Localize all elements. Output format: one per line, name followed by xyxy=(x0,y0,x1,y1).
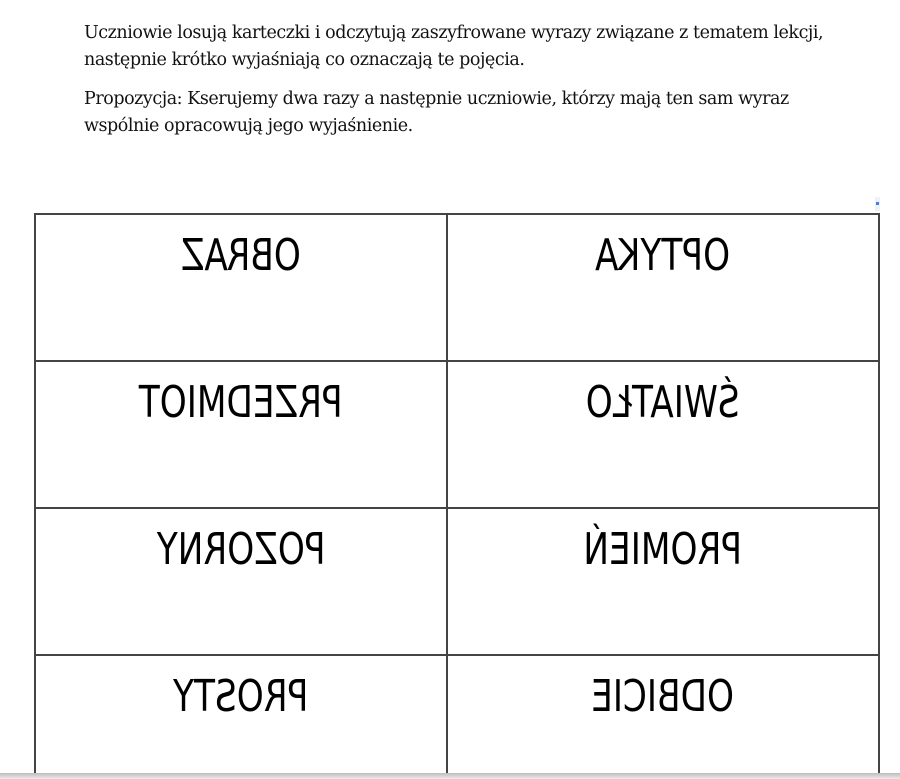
table-row xyxy=(35,361,879,508)
instructions xyxy=(84,20,864,152)
card-cell xyxy=(35,508,447,655)
table-row xyxy=(35,508,879,655)
card-cell xyxy=(447,508,879,655)
mirrored-word: POZORNY xyxy=(156,524,326,575)
card-cell xyxy=(35,361,447,508)
card-cell xyxy=(447,361,879,508)
mirrored-word: OBRAZ xyxy=(180,230,301,281)
mirrored-word: PRZEDMIOT xyxy=(139,377,343,428)
mirrored-word: OPTYKA xyxy=(595,230,731,281)
mirrored-word: PROSTY xyxy=(173,671,309,722)
word-cards-table xyxy=(34,213,880,774)
mirrored-word: ŚWIATŁO xyxy=(586,377,740,428)
card-cell xyxy=(35,655,447,774)
table-row xyxy=(35,655,879,774)
card-cell xyxy=(447,214,879,361)
mirrored-word: ODBICIE xyxy=(591,671,735,722)
card-cell xyxy=(35,214,447,361)
table-move-handle-icon[interactable] xyxy=(875,197,880,211)
instructions-paragraph-2: Propozycja: Kserujemy dwa razy a następnie uczniowie, którzy mają ten sam wyraz wspólnie opracowują jego wyjaśnienie. xyxy=(84,89,789,136)
card-cell xyxy=(447,655,879,774)
table-row xyxy=(35,214,879,361)
instructions-paragraph-1: Uczniowie losują karteczki i odczytują zaszyfrowane wyrazy związane z tematem lekcji, następnie krótko wyjaśniają co oznaczają te pojęcia. xyxy=(84,23,824,70)
page-bottom-edge xyxy=(0,773,900,779)
mirrored-word: PROMIEŃ xyxy=(583,524,743,575)
